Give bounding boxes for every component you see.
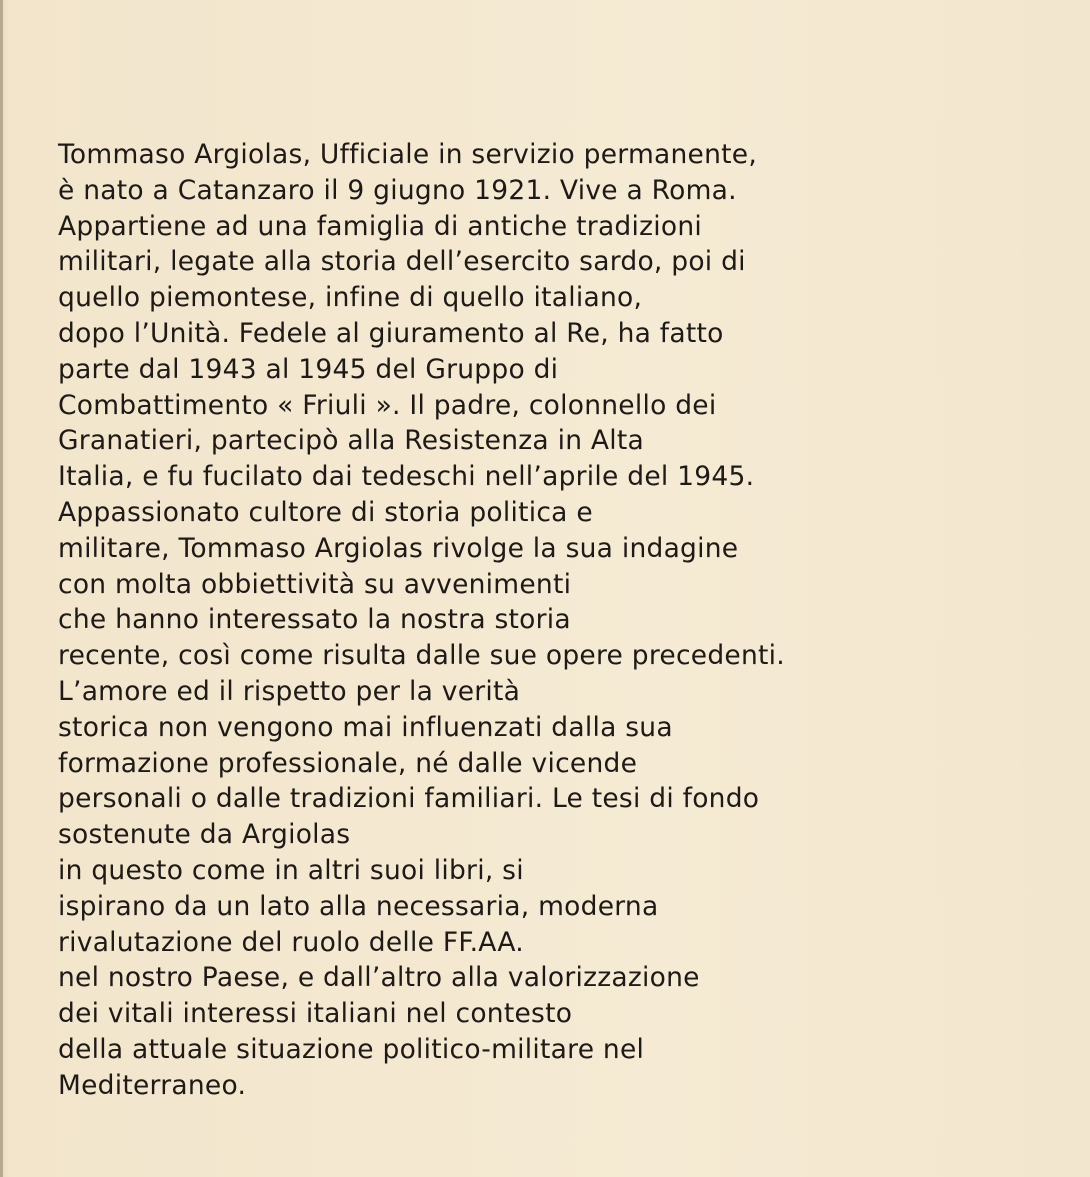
text-line: in questo come in altri suoi libri, si — [58, 854, 524, 886]
text-line: recente, così come risulta dalle sue opere precedenti. — [58, 640, 785, 672]
text-line: militari, legate alla storia dell’esercito sardo, poi di — [58, 246, 746, 278]
text-line: Appassionato cultore di storia politica e — [58, 496, 593, 528]
text-line: Tommaso Argiolas, Ufficiale in servizio permanente, — [58, 139, 758, 170]
text-line: che hanno interessato la nostra storia — [58, 604, 571, 636]
author-biography-text — [58, 137, 1068, 1104]
text-line: L’amore ed il rispetto per la verità — [58, 675, 521, 707]
text-line: ispirano da un lato alla necessaria, moderna — [58, 890, 659, 922]
page-left-edge — [0, 0, 3, 1177]
text-line: parte dal 1943 al 1945 del Gruppo di — [58, 353, 559, 385]
text-line: storica non vengono mai influenzati dalla sua — [58, 711, 673, 743]
text-line: sostenute da Argiolas — [58, 819, 351, 851]
text-line: dei vitali interessi italiani nel contesto — [58, 998, 573, 1030]
text-line: personali o dalle tradizioni familiari. Le tesi di fondo — [58, 783, 760, 815]
text-line: Combattimento « Friuli ». Il padre, colonnello dei — [58, 389, 717, 421]
text-line: Italia, e fu fucilato dai tedeschi nell’aprile del 1945. — [58, 461, 755, 493]
text-line: formazione professionale, né dalle vicende — [58, 747, 638, 779]
text-line: nel nostro Paese, e dall’altro alla valorizzazione — [58, 962, 700, 994]
text-line: con molta obbiettività su avvenimenti — [58, 568, 572, 600]
text-line: Mediterraneo. — [58, 1069, 247, 1101]
text-line: Appartiene ad una famiglia di antiche tradizioni — [58, 210, 703, 242]
text-line: è nato a Catanzaro il 9 giugno 1921. Vive a Roma. — [58, 174, 737, 206]
text-line: Granatieri, partecipò alla Resistenza in Alta — [58, 425, 645, 457]
text-line: dopo l’Unità. Fedele al giuramento al Re, ha fatto — [58, 317, 724, 349]
text-line: rivalutazione del ruolo delle FF.AA. — [58, 926, 524, 958]
text-line: della attuale situazione politico-militare nel — [58, 1033, 645, 1065]
text-line: quello piemontese, infine di quello italiano, — [58, 282, 643, 314]
text-line: militare, Tommaso Argiolas rivolge la sua indagine — [58, 532, 739, 564]
